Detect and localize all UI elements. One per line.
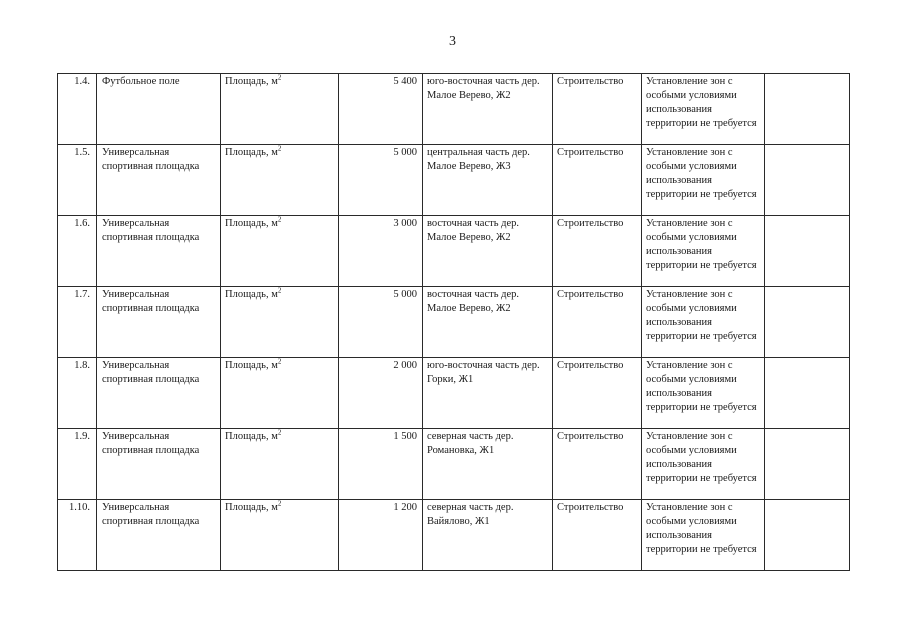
cell-value: 1 200 (339, 500, 423, 571)
table-body (58, 74, 850, 571)
cell-location: северная часть дер. Романовка, Ж1 (423, 429, 553, 500)
cell-zones: Установление зон с особыми условиями использования территории не требуется (642, 287, 765, 358)
unit-superscript: 2 (277, 357, 282, 366)
cell-extra (765, 145, 850, 216)
cell-location: юго-восточная часть дер. Малое Верево, Ж2 (423, 74, 553, 145)
page-number: 3 (449, 34, 456, 49)
cell-work-type: Строительство (553, 74, 642, 145)
cell-extra (765, 74, 850, 145)
cell-object-name: Универсальная спортивная площадка (97, 216, 221, 287)
unit-superscript: 2 (277, 215, 282, 224)
unit-superscript: 2 (277, 73, 282, 82)
cell-extra (765, 358, 850, 429)
cell-zones: Установление зон с особыми условиями использования территории не требуется (642, 74, 765, 145)
cell-object-name: Универсальная спортивная площадка (97, 287, 221, 358)
cell-number: 1.7. (58, 287, 97, 358)
cell-number: 1.9. (58, 429, 97, 500)
cell-location: восточная часть дер. Малое Верево, Ж2 (423, 216, 553, 287)
table-row (58, 145, 850, 216)
cell-number: 1.5. (58, 145, 97, 216)
cell-object-name: Универсальная спортивная площадка (97, 500, 221, 571)
cell-work-type: Строительство (553, 358, 642, 429)
cell-number: 1.10. (58, 500, 97, 571)
cell-parameter (221, 74, 339, 145)
cell-parameter (221, 145, 339, 216)
cell-parameter (221, 287, 339, 358)
cell-number: 1.8. (58, 358, 97, 429)
objects-table (57, 73, 850, 571)
unit-superscript: 2 (277, 428, 282, 437)
cell-extra (765, 429, 850, 500)
cell-extra (765, 216, 850, 287)
parameter-label: Площадь, м (225, 431, 278, 442)
cell-object-name: Футбольное поле (97, 74, 221, 145)
cell-zones: Установление зон с особыми условиями использования территории не требуется (642, 358, 765, 429)
table-row (58, 358, 850, 429)
parameter-label: Площадь, м (225, 76, 278, 87)
cell-value: 5 000 (339, 287, 423, 358)
cell-object-name: Универсальная спортивная площадка (97, 429, 221, 500)
cell-zones: Установление зон с особыми условиями использования территории не требуется (642, 145, 765, 216)
cell-value: 2 000 (339, 358, 423, 429)
cell-parameter (221, 429, 339, 500)
cell-zones: Установление зон с особыми условиями использования территории не требуется (642, 429, 765, 500)
cell-number: 1.4. (58, 74, 97, 145)
cell-work-type: Строительство (553, 500, 642, 571)
table-row (58, 429, 850, 500)
cell-location: восточная часть дер. Малое Верево, Ж2 (423, 287, 553, 358)
cell-value: 5 000 (339, 145, 423, 216)
parameter-label: Площадь, м (225, 147, 278, 158)
unit-superscript: 2 (277, 144, 282, 153)
cell-location: северная часть дер. Вайялово, Ж1 (423, 500, 553, 571)
cell-work-type: Строительство (553, 216, 642, 287)
cell-value: 5 400 (339, 74, 423, 145)
cell-object-name: Универсальная спортивная площадка (97, 145, 221, 216)
unit-superscript: 2 (277, 286, 282, 295)
cell-value: 1 500 (339, 429, 423, 500)
cell-parameter (221, 358, 339, 429)
cell-extra (765, 287, 850, 358)
cell-parameter (221, 216, 339, 287)
cell-work-type: Строительство (553, 287, 642, 358)
parameter-label: Площадь, м (225, 218, 278, 229)
unit-superscript: 2 (277, 499, 282, 508)
cell-object-name: Универсальная спортивная площадка (97, 358, 221, 429)
cell-extra (765, 500, 850, 571)
cell-location: юго-восточная часть дер. Горки, Ж1 (423, 358, 553, 429)
table-row (58, 74, 850, 145)
cell-work-type: Строительство (553, 145, 642, 216)
cell-work-type: Строительство (553, 429, 642, 500)
cell-parameter (221, 500, 339, 571)
table-row (58, 287, 850, 358)
table-row (58, 216, 850, 287)
parameter-label: Площадь, м (225, 360, 278, 371)
parameter-label: Площадь, м (225, 289, 278, 300)
cell-zones: Установление зон с особыми условиями использования территории не требуется (642, 500, 765, 571)
cell-number: 1.6. (58, 216, 97, 287)
cell-zones: Установление зон с особыми условиями использования территории не требуется (642, 216, 765, 287)
table-row (58, 500, 850, 571)
parameter-label: Площадь, м (225, 502, 278, 513)
cell-location: центральная часть дер. Малое Верево, Ж3 (423, 145, 553, 216)
cell-value: 3 000 (339, 216, 423, 287)
